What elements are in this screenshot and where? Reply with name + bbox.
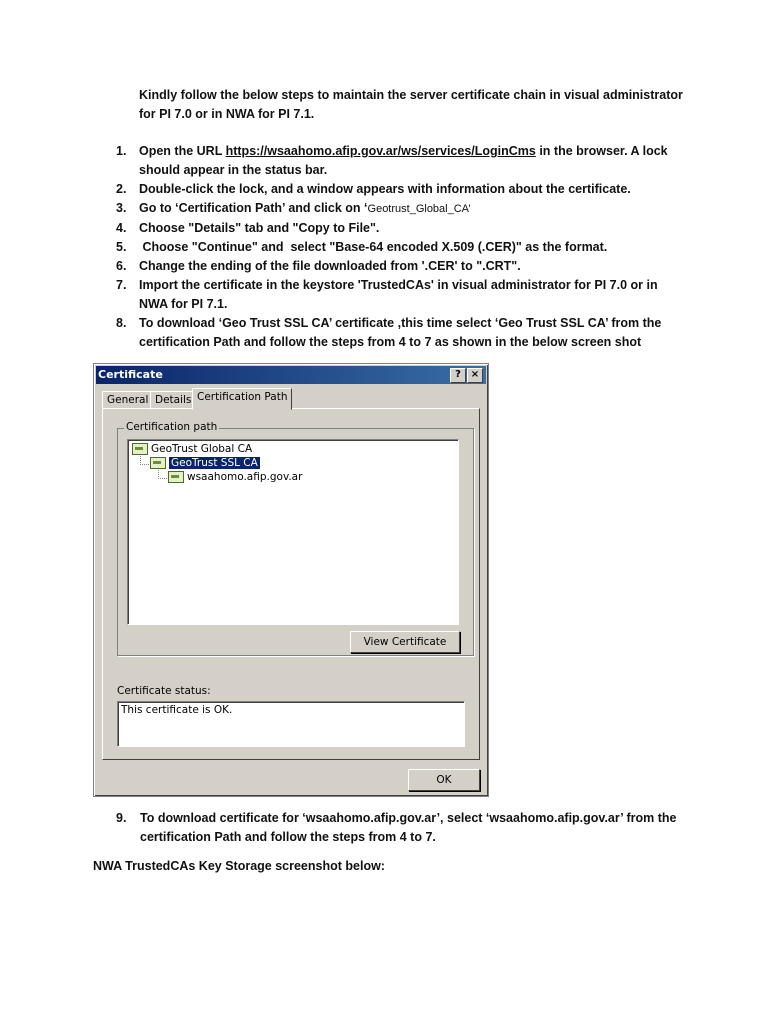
step-number: 7. bbox=[116, 278, 127, 292]
certification-path-panel bbox=[102, 408, 480, 760]
steps-list bbox=[113, 142, 683, 352]
dialog-title: Certificate bbox=[98, 368, 163, 381]
step-item bbox=[113, 199, 683, 219]
tree-node-label: GeoTrust Global CA bbox=[151, 443, 253, 455]
certification-path-group bbox=[117, 421, 474, 656]
certificate-status-box: This certificate is OK. bbox=[117, 701, 465, 747]
step-text: Choose "Continue" and select "Base-64 encoded X.509 (.CER)" as the format. bbox=[139, 240, 608, 254]
step-text: Choose "Details" tab and "Copy to File". bbox=[139, 221, 380, 235]
group-label: Certification path bbox=[126, 421, 218, 433]
step-text: To download ‘Geo Trust SSL CA’ certificate ,this time select ‘Geo Trust SSL CA’ from the certification Path and follow the steps from 4 to 7 as shown in the below screen shot bbox=[139, 316, 662, 349]
certificate-icon bbox=[132, 443, 148, 455]
step-item bbox=[113, 219, 683, 238]
tree-node-label: wsaahomo.afip.gov.ar bbox=[187, 471, 303, 483]
tree-node-intermediate[interactable] bbox=[150, 456, 260, 470]
step-item bbox=[113, 238, 683, 257]
view-certificate-button[interactable]: View Certificate bbox=[350, 631, 460, 653]
login-url-link[interactable]: https://wsaahomo.afip.gov.ar/ws/services/LoginCms bbox=[225, 144, 536, 158]
step-item bbox=[113, 314, 683, 352]
certificate-status-label: Certificate status: bbox=[117, 685, 211, 697]
certificate-icon bbox=[168, 471, 184, 483]
dialog-title-bar bbox=[96, 366, 486, 384]
close-button[interactable]: × bbox=[467, 368, 483, 383]
step-text: Go to ‘Certification Path’ and click on ‘ bbox=[139, 201, 368, 215]
tab-general[interactable]: General bbox=[102, 391, 153, 410]
step-text: Import the certificate in the keystore 'TrustedCAs' in visual administrator for PI 7.0 or in NWA for PI 7.1. bbox=[139, 278, 658, 311]
help-button[interactable]: ? bbox=[450, 368, 466, 383]
tree-node-label: GeoTrust SSL CA bbox=[171, 457, 258, 469]
step-number: 3. bbox=[116, 201, 127, 215]
step-number: 2. bbox=[116, 182, 127, 196]
intro-paragraph: Kindly follow the below steps to maintain the server certificate chain in visual administrator for PI 7.0 or in NWA for PI 7.1. bbox=[139, 88, 683, 121]
step-number: 8. bbox=[116, 316, 127, 330]
certificate-tree[interactable] bbox=[127, 439, 459, 625]
step-text: in the browser. A lock should appear in the status bar. bbox=[139, 144, 668, 177]
step-text-small: Geotrust_Global_CA’ bbox=[367, 203, 471, 215]
step-text: Double-click the lock, and a window appears with information about the certificate. bbox=[139, 182, 631, 196]
step-text: Open the URL bbox=[139, 144, 226, 158]
step-item bbox=[113, 257, 683, 276]
step-item-9 bbox=[113, 809, 683, 847]
certificate-dialog bbox=[93, 363, 489, 797]
step-number: 6. bbox=[116, 259, 127, 273]
step-item bbox=[113, 142, 683, 180]
step-number: 9. bbox=[116, 811, 127, 825]
step-text: Change the ending of the file downloaded from '.CER' to ".CRT". bbox=[139, 259, 521, 273]
tree-node-root[interactable] bbox=[132, 442, 252, 456]
step-item bbox=[113, 276, 683, 314]
tab-details[interactable]: Details bbox=[150, 391, 196, 410]
ok-button[interactable]: OK bbox=[408, 769, 480, 791]
nwa-screenshot-caption: NWA TrustedCAs Key Storage screenshot below: bbox=[93, 859, 385, 873]
tree-node-leaf[interactable] bbox=[168, 470, 302, 484]
step-text: To download certificate for ‘wsaahomo.afip.gov.ar’, select ‘wsaahomo.afip.gov.ar’ from the certification Path and follow the steps from 4 to 7. bbox=[140, 811, 677, 844]
step-item bbox=[113, 180, 683, 199]
step-number: 4. bbox=[116, 221, 127, 235]
tab-certification-path[interactable]: Certification Path bbox=[192, 388, 292, 410]
step-number: 1. bbox=[116, 144, 127, 158]
certificate-icon bbox=[150, 457, 166, 469]
step-number: 5. bbox=[116, 240, 127, 254]
